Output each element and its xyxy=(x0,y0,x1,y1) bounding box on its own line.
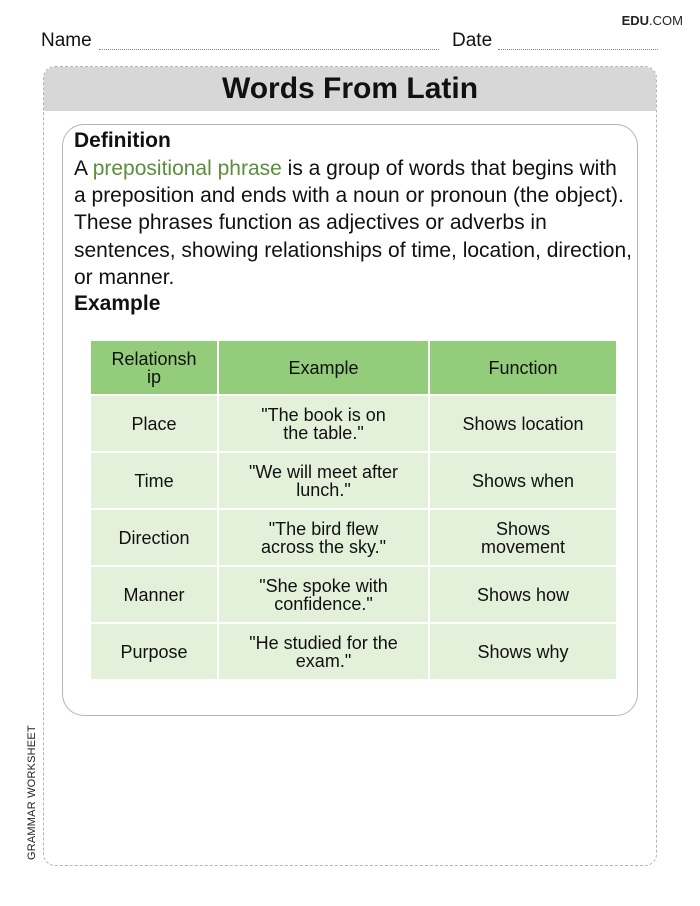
cell-function: Shows why xyxy=(429,623,617,680)
title-bar xyxy=(44,67,656,111)
table-row xyxy=(90,452,617,509)
cell-relationship: Manner xyxy=(90,566,218,623)
header-example: Example xyxy=(218,340,429,395)
side-label: GRAMMAR WORKSHEET xyxy=(26,725,38,860)
cell-relationship: Direction xyxy=(90,509,218,566)
cell-function: Shows location xyxy=(429,395,617,452)
table-header-row xyxy=(90,340,617,395)
brand-logo-bold: EDU xyxy=(621,13,650,28)
date-line xyxy=(498,49,658,50)
name-date-row xyxy=(41,30,657,52)
brand-logo xyxy=(622,13,683,28)
cell-example: "The bird flew across the sky." xyxy=(218,509,429,566)
cell-function: Shows when xyxy=(429,452,617,509)
table-row xyxy=(90,509,617,566)
header-relationship: Relationship xyxy=(90,340,218,395)
cell-function: Shows movement xyxy=(429,509,617,566)
table-row xyxy=(90,566,617,623)
cell-relationship: Purpose xyxy=(90,623,218,680)
brand-logo-rest: .COM xyxy=(649,13,683,28)
worksheet-title: Words From Latin xyxy=(221,72,479,105)
name-label: Name xyxy=(41,30,92,51)
cell-example: "He studied for the exam." xyxy=(218,623,429,680)
relationship-table xyxy=(89,339,618,681)
definition-heading: Definition xyxy=(74,129,171,152)
cell-function: Shows how xyxy=(429,566,617,623)
cell-relationship: Time xyxy=(90,452,218,509)
table-row xyxy=(90,395,617,452)
cell-example: "The book is on the table." xyxy=(218,395,429,452)
table-row xyxy=(90,623,617,680)
definition-text-start: A xyxy=(74,157,93,180)
name-line xyxy=(99,49,439,50)
example-heading: Example xyxy=(74,292,161,315)
highlighted-term: prepositional phrase xyxy=(92,157,282,180)
cell-relationship: Place xyxy=(90,395,218,452)
header-function: Function xyxy=(429,340,617,395)
cell-example: "We will meet after lunch." xyxy=(218,452,429,509)
definition-text xyxy=(74,155,634,291)
cell-example: "She spoke with confidence." xyxy=(218,566,429,623)
definition-text-rest: is a group of words that begins with a preposition and ends with a noun or pronoun (the object). These phrases function as adjectives or adverbs in sentences, showing relationships of time, location, direction, or manner. xyxy=(74,157,632,289)
date-label: Date xyxy=(452,30,493,51)
